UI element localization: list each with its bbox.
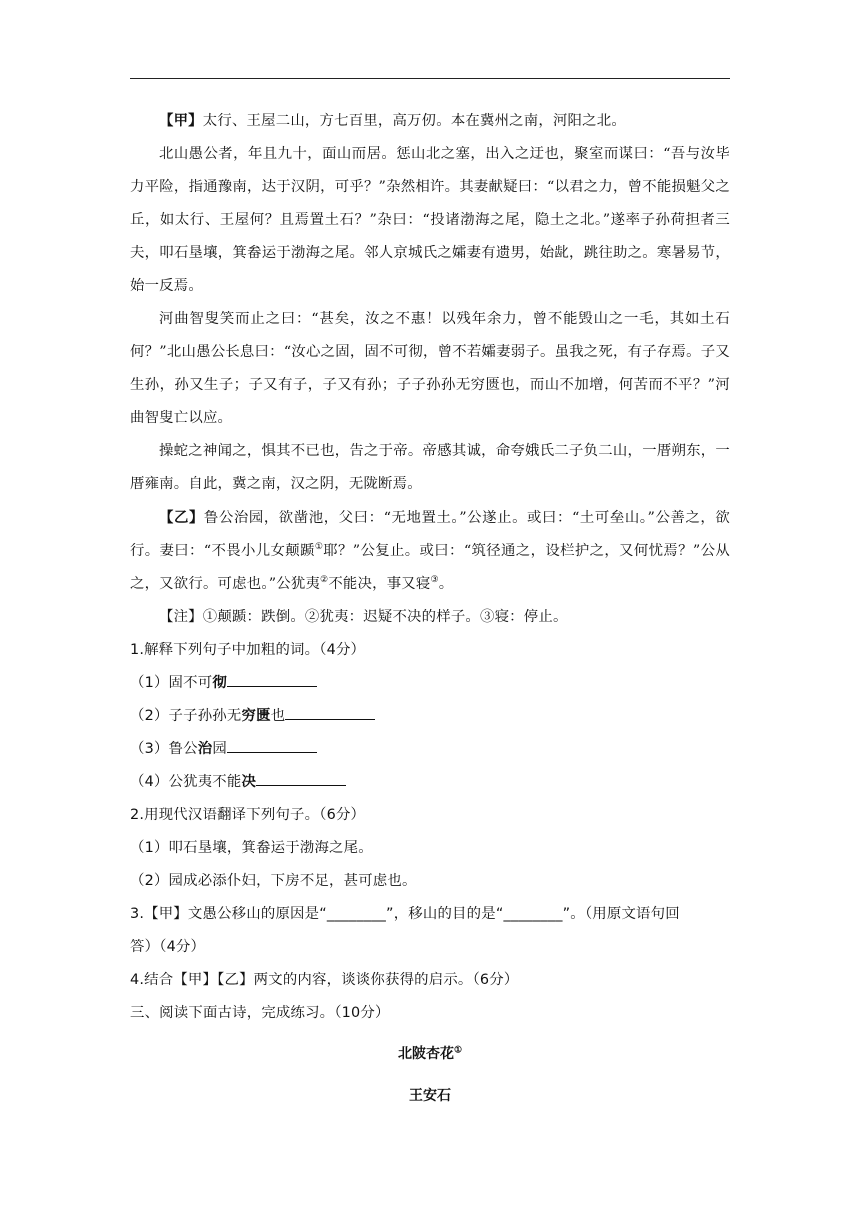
header-rule xyxy=(130,78,730,79)
question-2-item-1: （1）叩石垦壤，箕畚运于渤海之尾。 xyxy=(130,840,373,856)
q1-item-3-bold-word: 治 xyxy=(197,741,213,757)
q1-item-1-bold-word: 彻 xyxy=(212,675,227,691)
question-2-item-2: （2）园成必添仆妇，下房不足，甚可虑也。 xyxy=(130,873,417,889)
q1-item-4-bold-word: 决 xyxy=(241,774,257,790)
question-1-title: 1.解释下列句子中加粗的词。（4分） xyxy=(130,642,366,658)
question-3-line-2: 答）（4分） xyxy=(130,939,206,955)
poem-title-text: 北陂杏花 xyxy=(397,1046,454,1062)
passage-paragraph-4: 操蛇之神闻之，惧其不已也，告之于帝。帝感其诚，命夸娥氏二子负二山，一厝朔东，一厝雍南。自此，冀之南，汉之阴，无陇断焉。 xyxy=(130,443,730,492)
question-1-item xyxy=(130,700,730,733)
q1-item-3-prefix: （3）鲁公 xyxy=(130,741,198,757)
poem-author: 王安石 xyxy=(409,1088,451,1104)
footnote-marker-2: ② xyxy=(320,575,329,586)
passage-yi xyxy=(130,501,730,601)
q1-item-3-answer-blank[interactable] xyxy=(227,738,317,753)
poem-footnote-marker: ① xyxy=(453,1045,463,1056)
passage-yi-text-c: 不能决，事又寝 xyxy=(328,576,431,592)
passage-yi-tag: 【乙】 xyxy=(159,509,204,526)
passage-jia-intro-text: 太行、王屋二山，方七百里，高万仞。本在冀州之南，河阳之北。 xyxy=(202,113,626,129)
section-3-heading: 三、阅读下面古诗，完成练习。（10分） xyxy=(130,1005,390,1021)
q1-item-3-suffix: 园 xyxy=(212,741,227,757)
q1-item-2-suffix: 也 xyxy=(270,708,286,724)
q1-item-2-answer-blank[interactable] xyxy=(285,705,375,720)
passage-jia-intro xyxy=(130,104,730,138)
passage-yi-text-b: 耶？”公复止。或曰：“筑径通之，设栏护之，又何忧焉？”公从之，又欲行。可虑也。”公犹夷 xyxy=(130,543,730,592)
question-4: 4.结合【甲】【乙】两文的内容，谈谈你获得的启示。（6分） xyxy=(130,972,519,988)
poem-title xyxy=(130,1044,730,1064)
question-1-item xyxy=(130,667,730,700)
question-2-title: 2.用现代汉语翻译下列句子。（6分） xyxy=(130,807,366,823)
question-3-line-1: 3.【甲】文愚公移山的原因是“________”，移山的目的是“________”。（用原文语句回 xyxy=(130,906,680,922)
footnote-marker-1: ① xyxy=(314,542,324,553)
q1-item-1-prefix: （1）固不可 xyxy=(130,675,213,691)
passage-yi-text-d: 。 xyxy=(438,576,454,592)
q1-item-4-answer-blank[interactable] xyxy=(256,771,346,786)
passage-yi-text-a: 鲁公治园，欲凿池，父曰：“无地置土。”公遂止。或曰：“土可垒山。”公善之，欲行。妻曰：“不畏小儿女颠踬 xyxy=(130,510,730,559)
passage-jia-tag: 【甲】 xyxy=(159,112,203,129)
q1-item-1-answer-blank[interactable] xyxy=(227,672,317,687)
passage-paragraph-2: 北山愚公者，年且九十，面山而居。惩山北之塞，出入之迂也，聚室而谋曰：“吾与汝毕力平险，指通豫南，达于汉阴，可乎？”杂然相许。其妻献疑曰：“以君之力，曾不能损魁父之丘，如太行、王屋何？且焉置土石？”杂曰：“投诸渤海之尾，隐土之北。”遂率子孙荷担者三夫，叩石垦壤，箕畚运于渤海之尾。邻人京城氏之孀妻有遗男，始龀，跳往助之。寒暑易节，始一反焉。 xyxy=(130,146,730,294)
passage-note: 【注】①颠踬：跌倒。②犹夷：迟疑不决的样子。③寝：停止。 xyxy=(159,609,568,625)
question-1-item xyxy=(130,766,730,799)
question-1-item xyxy=(130,733,730,766)
passage-paragraph-3: 河曲智叟笑而止之曰：“甚矣，汝之不惠！以残年余力，曾不能毁山之一毛，其如土石何？”北山愚公长息曰：“汝心之固，固不可彻，曾不若孀妻弱子。虽我之死，有子存焉。子又生孙，孙又生子；子又有子，子又有孙；子子孙孙无穷匮也，而山不加增，何苦而不平？”河曲智叟亡以应。 xyxy=(130,311,730,426)
document-body xyxy=(130,104,730,1106)
q1-item-2-bold-word: 穷匮 xyxy=(241,708,271,724)
footnote-marker-3: ③ xyxy=(430,575,439,586)
q1-item-4-prefix: （4）公犹夷不能 xyxy=(130,774,242,790)
q1-item-2-prefix: （2）子子孙孙无 xyxy=(130,708,242,724)
